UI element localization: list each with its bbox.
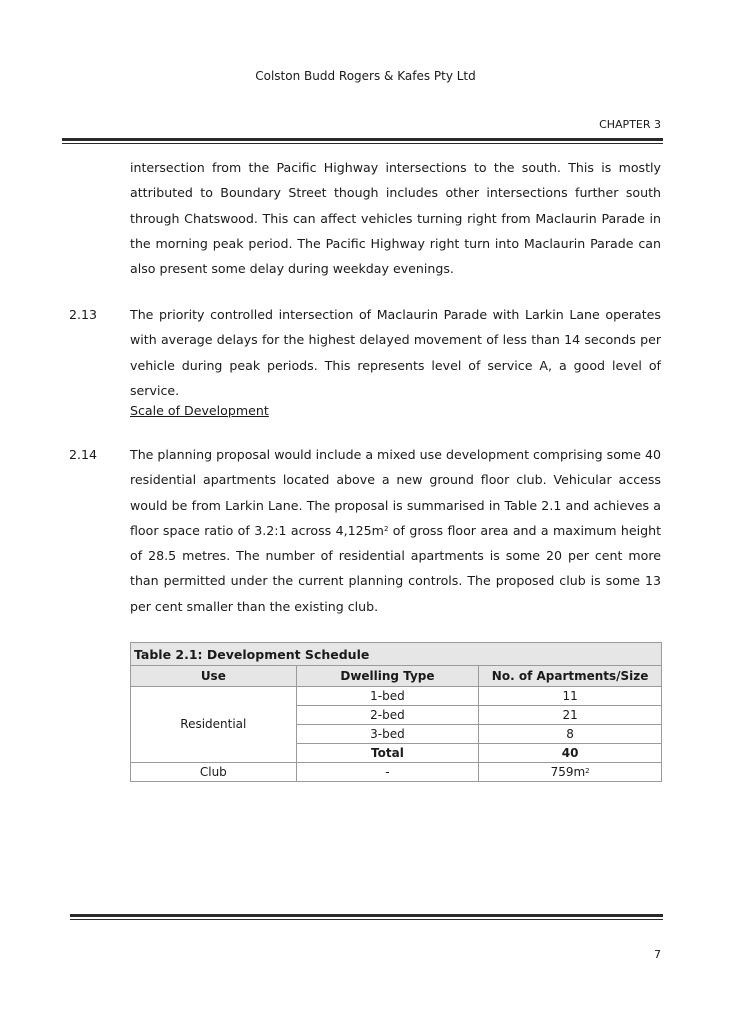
apartments-cell: 11	[479, 687, 662, 706]
table-header-dwelling-type: Dwelling Type	[296, 666, 479, 687]
club-type-cell: -	[296, 763, 479, 782]
dwelling-type-cell: 2-bed	[296, 706, 479, 725]
table-header-apartments-size: No. of Apartments/Size	[479, 666, 662, 687]
paragraph-number-2-13: 2.13	[69, 307, 98, 322]
company-name: Colston Budd Rogers & Kafes Pty Ltd	[255, 69, 476, 83]
table-row	[131, 687, 662, 706]
development-schedule-table	[130, 642, 662, 782]
club-label-cell: Club	[131, 763, 297, 782]
club-value-cell	[479, 763, 662, 782]
paragraph-2-14	[130, 442, 661, 619]
superscript: 2	[585, 766, 590, 775]
residential-cell: Residential	[131, 687, 297, 763]
paragraph-2-13: The priority controlled intersection of Maclaurin Parade with Larkin Lane operates with average delays for the highest delayed movement of less than 14 seconds per vehicle during peak periods. This represents level of service A, a good level of service.	[130, 307, 661, 398]
table-row-club	[131, 763, 662, 782]
chapter-label: CHAPTER 3	[599, 118, 661, 131]
apartments-cell: 8	[479, 725, 662, 744]
club-value: 759m	[550, 764, 586, 779]
footer-rule	[70, 914, 663, 920]
paragraph-continuation: intersection from the Pacific Highway intersections to the south. This is mostly attributed to Boundary Street though includes other intersections further south through Chatswood. This can affect vehicles turning right from Maclaurin Parade in the morning peak period. The Pacific Highway right turn into Maclaurin Parade can also present some delay during weekday evenings.	[130, 160, 661, 277]
dwelling-type-cell: 3-bed	[296, 725, 479, 744]
total-label-cell: Total	[296, 744, 479, 763]
superscript: 2	[383, 524, 389, 533]
table-header-use: Use	[131, 666, 297, 687]
page-number: 7	[654, 948, 661, 961]
dwelling-type-cell: 1-bed	[296, 687, 479, 706]
section-heading: Scale of Development	[130, 403, 269, 418]
total-value-cell: 40	[479, 744, 662, 763]
paragraph-2-14-part-b: of gross floor area and a maximum height of 28.5 metres. The number of residential apartments is some 20 per cent more than permitted under the current planning controls. The proposed club is some 13 per cent smaller than the existing club.	[130, 522, 662, 614]
table-title: Table 2.1: Development Schedule	[131, 643, 662, 666]
apartments-cell: 21	[479, 706, 662, 725]
paragraph-number-2-14: 2.14	[69, 447, 98, 462]
header-rule	[62, 138, 663, 144]
paragraph-2-14-part-a: The planning proposal would include a mixed use development comprising some 40 residential apartments located above a new ground floor club. Vehicular access would be from Larkin Lane. The proposal is summarised in Table 2.1 and achieves a floor space ratio of 3.2:1 across 4,125m	[130, 447, 661, 538]
